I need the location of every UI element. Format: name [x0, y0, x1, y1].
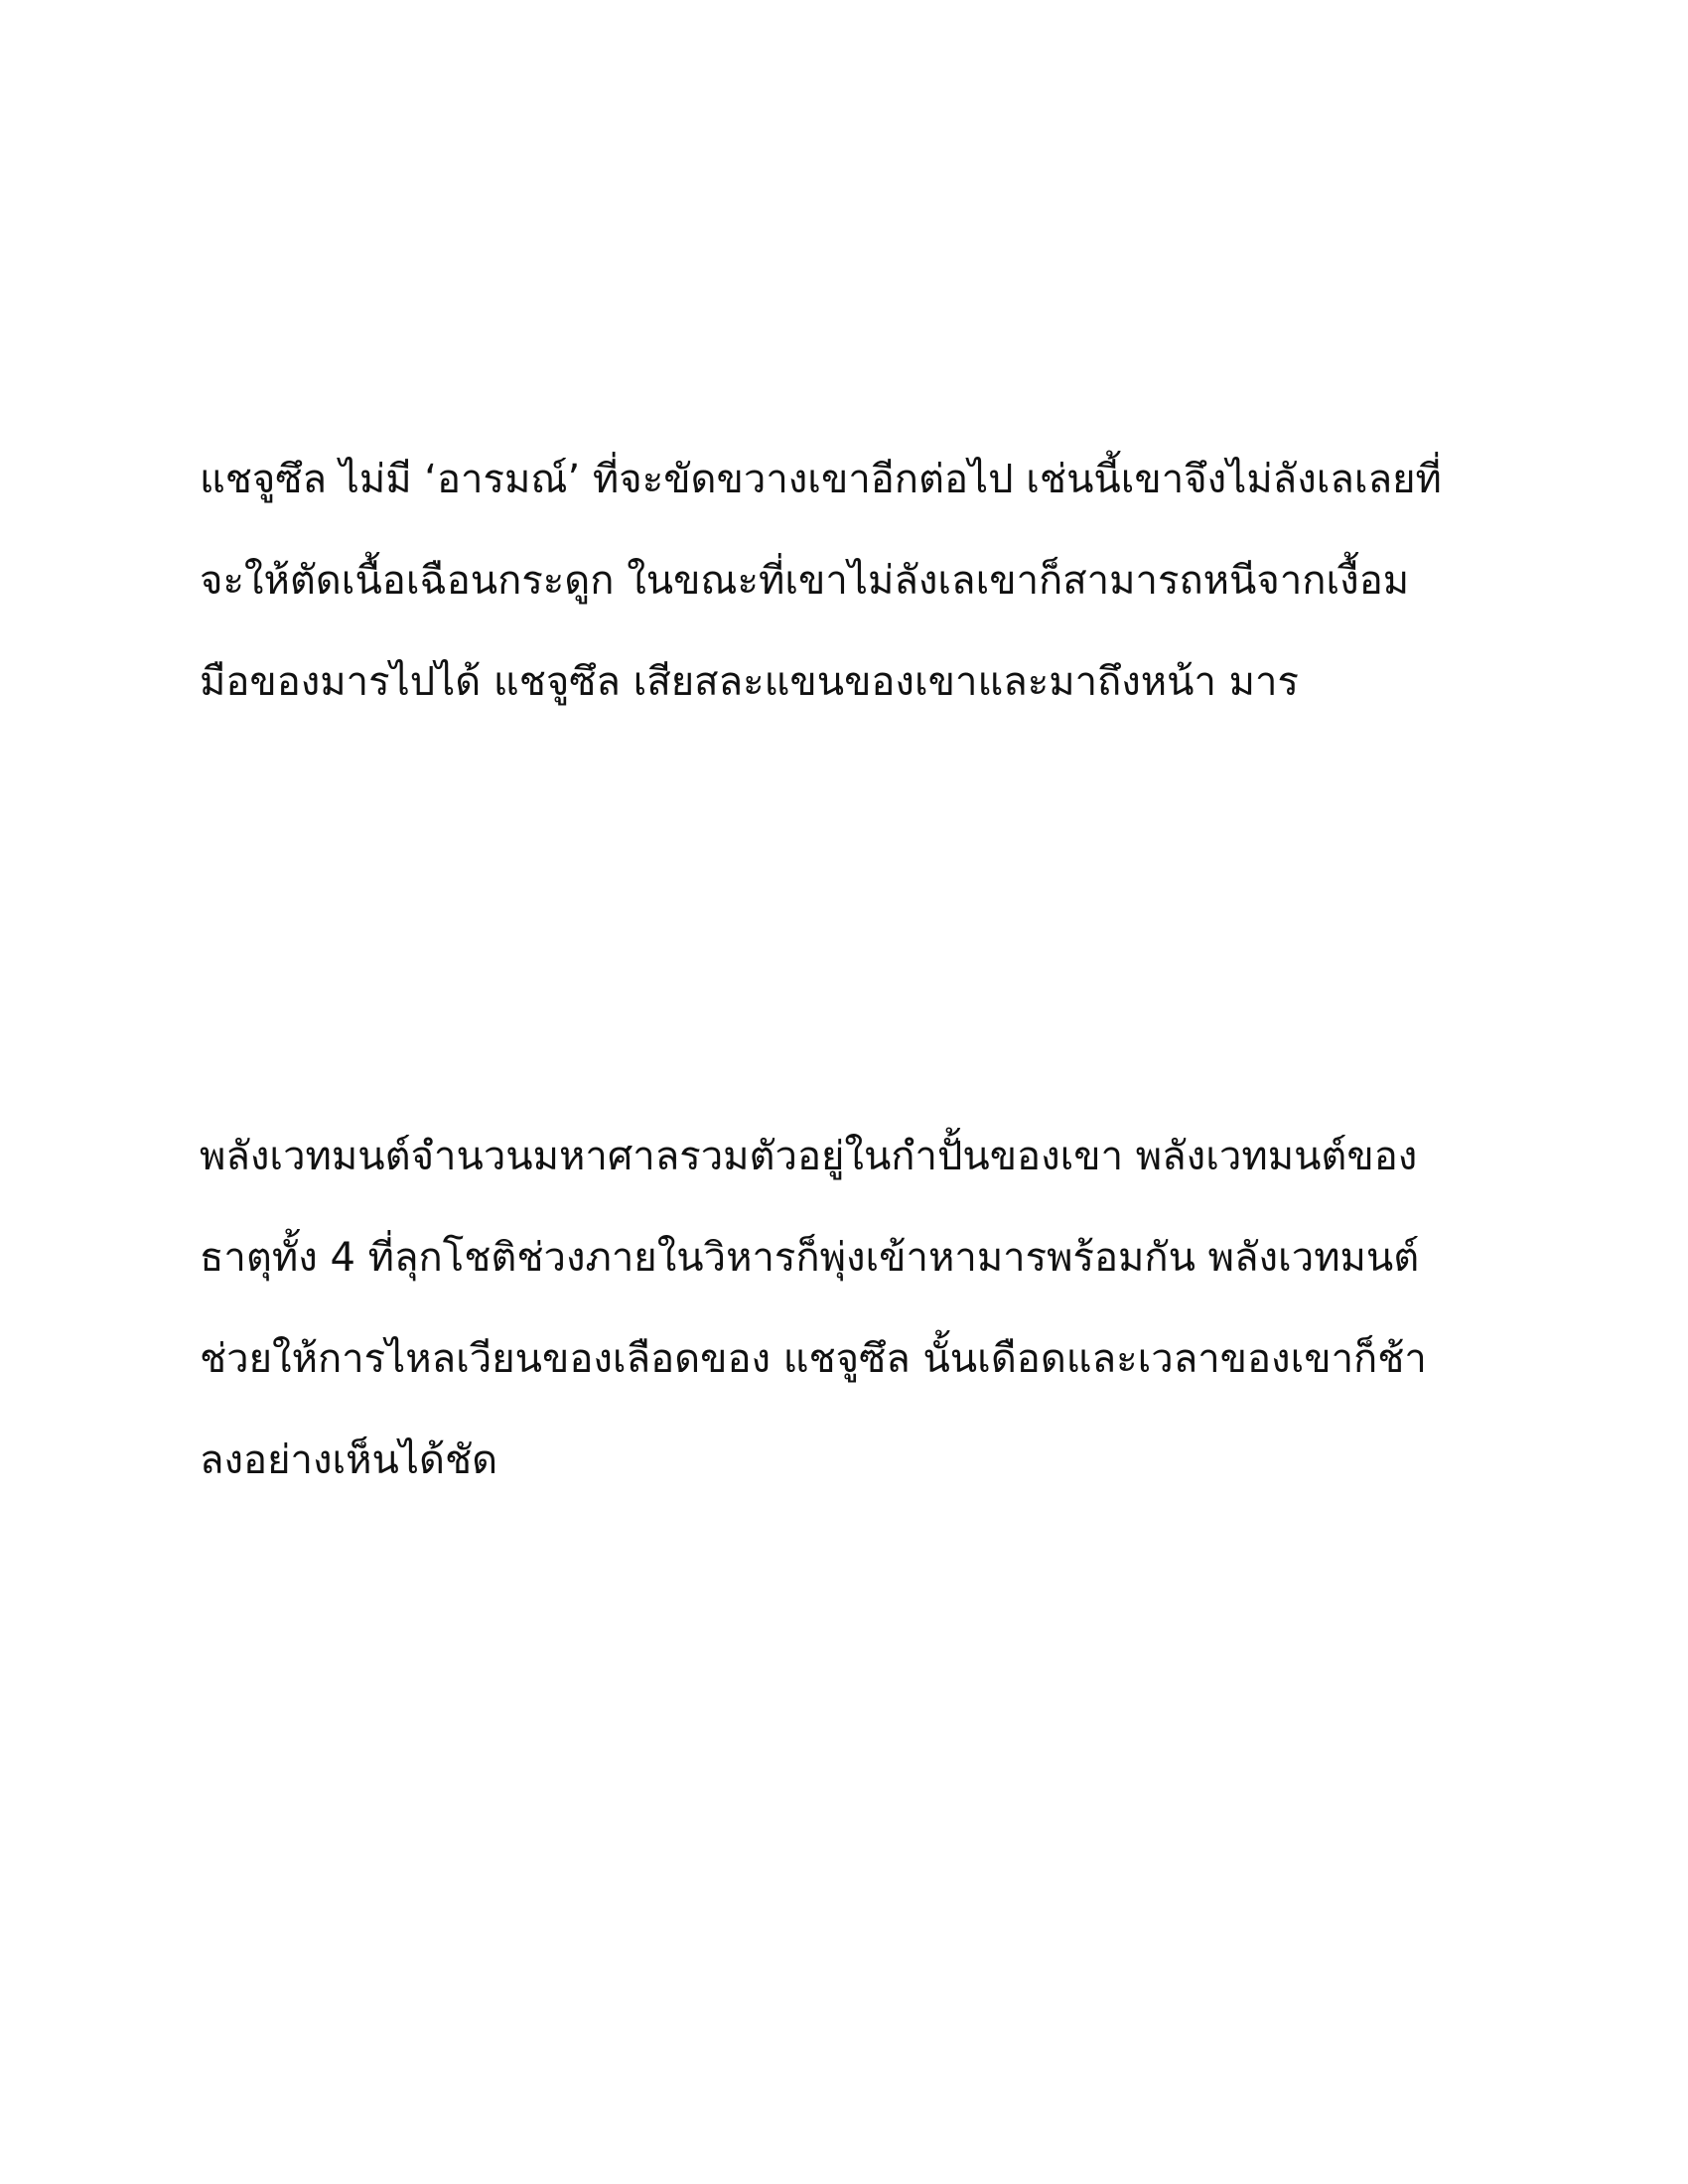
- text-line: ลงอย่างเห็นได้ชัด: [200, 1437, 498, 1483]
- paragraph-2: [200, 1106, 1490, 1511]
- text-line: แชจูซึล ไม่มี ‘อารมณ์’ ที่จะขัดขวางเขาอีกต่อไป เช่นนี้เขาจึงไม่ลังเลเลยที่: [200, 457, 1442, 502]
- text-line: จะให้ตัดเนื้อเฉือนกระดูก ในขณะที่เขาไม่ลังเลเขาก็สามารถหนีจากเงื้อม: [200, 558, 1410, 604]
- text-line: มือของมารไปได้ แชจูซึล เสียสละแขนของเขาและมาถึงหน้า มาร: [200, 659, 1299, 705]
- text-line: ธาตุทั้ง 4 ที่ลุกโชติช่วงภายในวิหารก็พุ่งเข้าหามารพร้อมกัน พลังเวทมนต์: [200, 1235, 1420, 1281]
- paragraph-1: [200, 429, 1490, 733]
- text-line: พลังเวทมนต์จำนวนมหาศาลรวมตัวอยู่ในกำปั้นของเขา พลังเวทมนต์ของ: [200, 1134, 1418, 1179]
- text-line: ช่วยให้การไหลเวียนของเลือดของ แชจูซึล นั้นเดือดและเวลาของเขาก็ช้า: [200, 1336, 1427, 1382]
